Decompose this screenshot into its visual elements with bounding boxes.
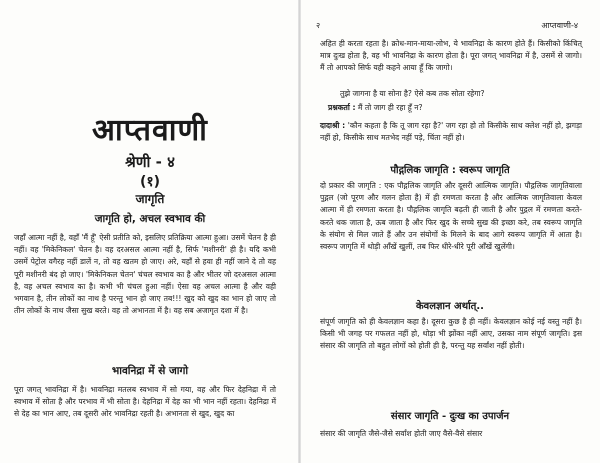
- answer-paragraph: [320, 120, 582, 144]
- chapter-number: (१): [139, 174, 161, 190]
- dadashri-label: दादाश्री :: [320, 121, 346, 130]
- body-paragraph: संपूर्ण जागृति को ही केवलज्ञान कहा है। दूसरा कुछ है ही नहीं। केवलज्ञान कोई नई वस्तु नहीं है। किसी भी जगह पर गफलत नहीं हो, थोड़ा भी झोंका नहीं आए, उसका नाम संपूर्ण जागृति। इस संसार की जागृति तो बहुत लोगों को होती ही है, परन्तु यह सर्वांश नहीं होती।: [320, 317, 582, 351]
- section-heading: पौद्गलिक जागृति : स्वरूप जागृति: [390, 165, 510, 176]
- book-title: आप्तवाणी: [92, 113, 208, 148]
- series-label: श्रेणी - ४: [125, 153, 175, 171]
- body-paragraph: जहाँ आत्मा नहीं है, वहाँ 'मैं हूँ' ऐसी प्रतीति को, इसलिए प्रतिक्रिया आत्मा हुआ। उसमें चेतन है ही नहीं। वह 'मिकेनिकल' चेतन है। वह दरअसल आत्मा नहीं है, सिर्फ 'मशीनरी' ही है। यदि कभी उसमें पेट्रोल वगैरह नहीं डालें न, तो वह खतम हो जाए। अरे, यहाँ से हवा ही नहीं जाने दे तो वह पूरी मशीनरी बंद हो जाए। 'मिकेनिकल चेतन' चंचल स्वभाव का है और भीतर जो दरअसल आत्मा है, वह अचल स्वभाव का है। कभी भी चंचल हुआ नहीं। ऐसा वह अचल आत्मा है और वही भगवान है, तीन लोकों का नाथ है परन्तु भान हो जाए तब!!! खुद को खुद का भान हो जाए तो तीन लोकों के नाथ जैसा सुख बरते। वह तो अभानता में है। वह सब अजागृत दशा में है।: [14, 233, 276, 316]
- chapter-title: जागृति: [135, 192, 165, 206]
- body-paragraph: अहित ही करता रहता है। क्रोध-मान-माया-लोभ, ये भावनिद्रा के कारण होते हैं। किसीको किंचित् मात्र दुःख होता है, वह भी भावनिद्रा के कारण होता है। पूरा जगत् भावनिद्रा में है, उसमें से जागो। मैं तो आपको सिर्फ यही कहने आया हूँ कि जागो।: [320, 39, 582, 73]
- asker-question: मैं तो जाग ही रहा हूँ न?: [357, 103, 423, 112]
- right-page: [300, 0, 600, 463]
- section-heading: भावनिद्रा में से जागो: [111, 365, 189, 377]
- section-heading: जागृति हो, अचल स्वभाव की: [94, 213, 206, 225]
- question-line: तुझे जागना है या सोना है? ऐसे कब तक सोता रहेगा?: [340, 89, 485, 98]
- section-heading: केवलज्ञान अर्थात्..: [416, 301, 484, 312]
- answer-text: 'कौन कहता है कि तू जाग रहा है?' जग रहा हो तो किसीके साथ क्लेश नहीं हो, झगड़ा नहीं हो, किसीके साथ मतभेद नहीं पड़े, चिंता नहीं हो।: [320, 121, 582, 143]
- running-title: आप्तवाणी-४: [541, 21, 578, 30]
- section-heading: संसार जागृति - दुःख का उपार्जन: [390, 411, 510, 422]
- body-paragraph: संसार की जागृति जैसे-जैसे सर्वांश होती जाए वैसे-वैसे संसार: [320, 429, 483, 438]
- asker-line: [328, 102, 578, 114]
- asker-label: प्रश्नकर्ता :: [328, 103, 356, 112]
- page-number: २: [316, 21, 321, 30]
- body-paragraph: पूरा जगत् भावनिद्रा में है। भावनिद्रा मतलब स्वभाव में सो गया, वह और फिर देहनिद्रा में तो स्वभाव में सोता है और परभाव में भी सोता है। देहनिद्रा में देह का भी भान नहीं रहता। देहनिद्रा में से देह का भान आए, तब दूसरी ओर भावनिद्रा रहती है। अभानता से खुद, खुद का: [14, 385, 276, 419]
- body-paragraph: दो प्रकार की जागृति : एक पौद्गलिक जागृति और दूसरी आत्मिक जागृति। पौद्गलिक जागृतिवाला पुद्गल (जो पूरण और गलन होता है) में ही रमणता करता है और आत्मिक जागृतिवाला केवल आत्मा में ही रमणता करता है। पौद्गलिक जागृति बढ़ती ही जाती है और पुद्गल में रमणता करते-करते थक जाता है, ऊब जाता है और फिर खुद के सच्चे सुख की इच्छा करे, तब स्वरूप जागृति के संयोग से मिल जाते हैं और उन संयोगों के मिलने के बाद आगे स्वरूप जागृति में आता है। स्वरूप जागृति में थोड़ी आँखें खुलीं, तब फिर धीरे-धीरे पूरी आँखें खुलेंगी।: [320, 181, 582, 252]
